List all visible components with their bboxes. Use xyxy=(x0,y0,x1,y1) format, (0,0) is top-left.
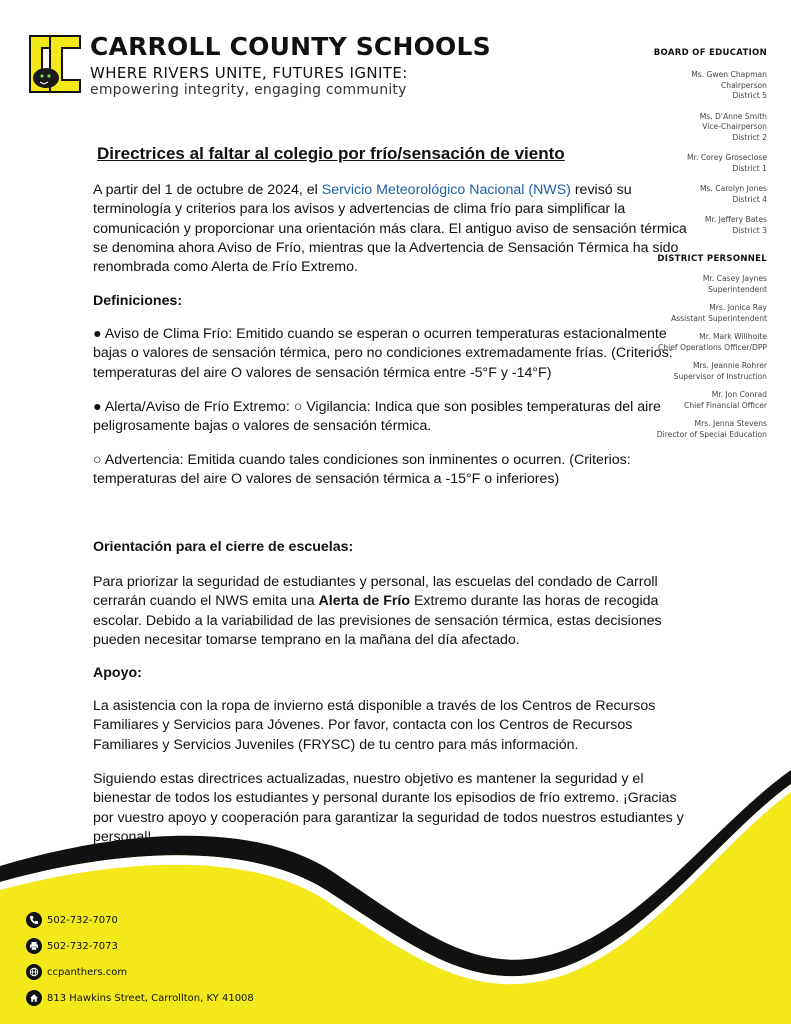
globe-icon xyxy=(26,964,42,980)
website-link: ccpanthers.com xyxy=(47,966,128,978)
closure-bold-text: Alerta de Frío xyxy=(318,593,410,610)
definitions-heading: Definiciones: xyxy=(93,293,183,309)
school-name: CARROLL COUNTY SCHOOLS xyxy=(90,32,491,61)
personnel-name: Mr. Mark Willhoite xyxy=(699,332,767,341)
support-heading: Apoyo: xyxy=(93,665,142,681)
intro-text-end: revisó su terminología y criterios para los avisos y advertencias de clima frío para simplificar la comunicación y proporcionar una orientación más clara. El antiguo aviso de sensación térmica se denomina ahora Aviso de Frío, mientras que la Advertencia de Sensación Térmica ha sido renombrada como Alerta de Frío Extremo. xyxy=(93,182,687,276)
closure-paragraph xyxy=(93,573,693,650)
intro-paragraph xyxy=(93,181,693,277)
school-motto: WHERE RIVERS UNITE, FUTURES IGNITE: xyxy=(90,64,408,82)
intro-text-start: A partir del 1 de octubre de 2024, el xyxy=(93,182,322,198)
footer-phone[interactable] xyxy=(26,912,118,928)
printer-icon xyxy=(26,938,42,954)
support-paragraph: La asistencia con la ropa de invierno está disponible a través de los Centros de Recursos Familiares y Servicios para Jóvenes. Por favor, contacta con los Centros de Recursos Familiares y Servicios Juveniles (FRYSC) de tu centro para más información. xyxy=(93,698,656,753)
footer-address xyxy=(26,990,254,1006)
member-name: Ms. Gwen Chapman xyxy=(691,70,767,79)
footer-fax[interactable] xyxy=(26,938,118,954)
footer-website[interactable] xyxy=(26,964,127,980)
personnel-title: Chief Operations Officer/DPP xyxy=(658,342,767,352)
phone-icon xyxy=(26,912,42,928)
definition-warning: ○ Advertencia: Emitida cuando tales condiciones son inminentes o ocurren. (Criterios: temperaturas del aire O valores de sensación térmica a -15°F o inferiores) xyxy=(93,452,631,488)
address-text: 813 Hawkins Street, Carrollton, KY 41008 xyxy=(47,992,254,1004)
definition-extreme-watch: ● Alerta/Aviso de Frío Extremo: ○ Vigilancia: Indica que son posibles temperaturas del aire peligrosamente bajas o valores de sensación térmica. xyxy=(93,399,661,435)
school-logo xyxy=(26,30,84,98)
board-member xyxy=(607,112,767,144)
personnel-heading: DISTRICT PERSONNEL xyxy=(657,254,767,264)
closing-paragraph: Siguiendo estas directrices actualizadas, nuestro objetivo es mantener la seguridad y el bienestar de todos los estudiantes y personal durante los episodios de frío extremo. ¡Gracias por vuestro apoyo y cooperación para garantizar la seguridad de todos nuestros estudiantes y personal! xyxy=(93,771,684,845)
closure-text-end: Extremo durante las horas de recogida escolar. Debido a la variabilidad de las previsiones de sensación térmica, estas decisiones pueden necesitar tomarse temprano en la mañana del día afectado. xyxy=(93,593,662,648)
board-member xyxy=(607,70,767,102)
personnel-title: Superintendent xyxy=(708,284,767,294)
nws-link[interactable]: Servicio Meteorológico Nacional (NWS) xyxy=(321,182,571,198)
member-name: Ms. D'Anne Smith xyxy=(699,111,767,121)
member-district: District 1 xyxy=(732,163,767,173)
closure-heading: Orientación para el cierre de escuelas: xyxy=(93,539,354,555)
home-icon xyxy=(26,990,42,1006)
personnel-title: Director of Special Education xyxy=(656,429,767,439)
member-role: Chairperson xyxy=(720,80,767,90)
personnel-name: Mrs. Jeannie Rohrer xyxy=(693,361,767,370)
personnel-name: Mrs. Jenna Stevens xyxy=(694,419,767,428)
school-tagline: empowering integrity, engaging community xyxy=(90,82,407,98)
member-name: Mr. Corey Groseclose xyxy=(687,153,767,162)
member-name: Ms. Carolyn Jones xyxy=(699,184,767,193)
closure-text-start: Para priorizar la seguridad de estudiantes y personal, las escuelas del condado de Carroll cerrarán cuando el NWS emita una xyxy=(93,574,658,610)
phone-number: 502-732-7070 xyxy=(47,914,118,926)
board-member xyxy=(607,153,767,174)
member-district: District 5 xyxy=(732,91,767,100)
member-district: District 3 xyxy=(732,225,767,235)
member-name: Mr. Jeffery Bates xyxy=(704,215,767,224)
member-district: District 2 xyxy=(732,132,767,142)
fax-number: 502-732-7073 xyxy=(47,940,118,952)
personnel-title: Supervisor of Instruction xyxy=(673,371,767,381)
personnel-name: Mr. Casey Jaynes xyxy=(702,274,767,283)
personnel-name: Mr. Jon Conrad xyxy=(711,390,767,399)
member-district: District 4 xyxy=(732,194,767,204)
personnel-name: Mrs. Jonica Ray xyxy=(709,303,767,312)
member-role: Vice-Chairperson xyxy=(702,122,767,131)
document-title: Directrices al faltar al colegio por frío/sensación de viento xyxy=(97,144,565,163)
personnel-title: Assistant Superintendent xyxy=(671,313,767,323)
definition-cold-advisory: ● Aviso de Clima Frío: Emitido cuando se esperan o ocurren temperaturas estacionalmente bajas o valores de sensación térmica, pero no condiciones extremadamente frías. (Criterios: temperaturas del aire O valores de sensación térmica entre -5°F y -14°F) xyxy=(93,326,673,381)
personnel-title: Chief Financial Officer xyxy=(684,400,767,410)
board-heading: BOARD OF EDUCATION xyxy=(653,48,767,58)
